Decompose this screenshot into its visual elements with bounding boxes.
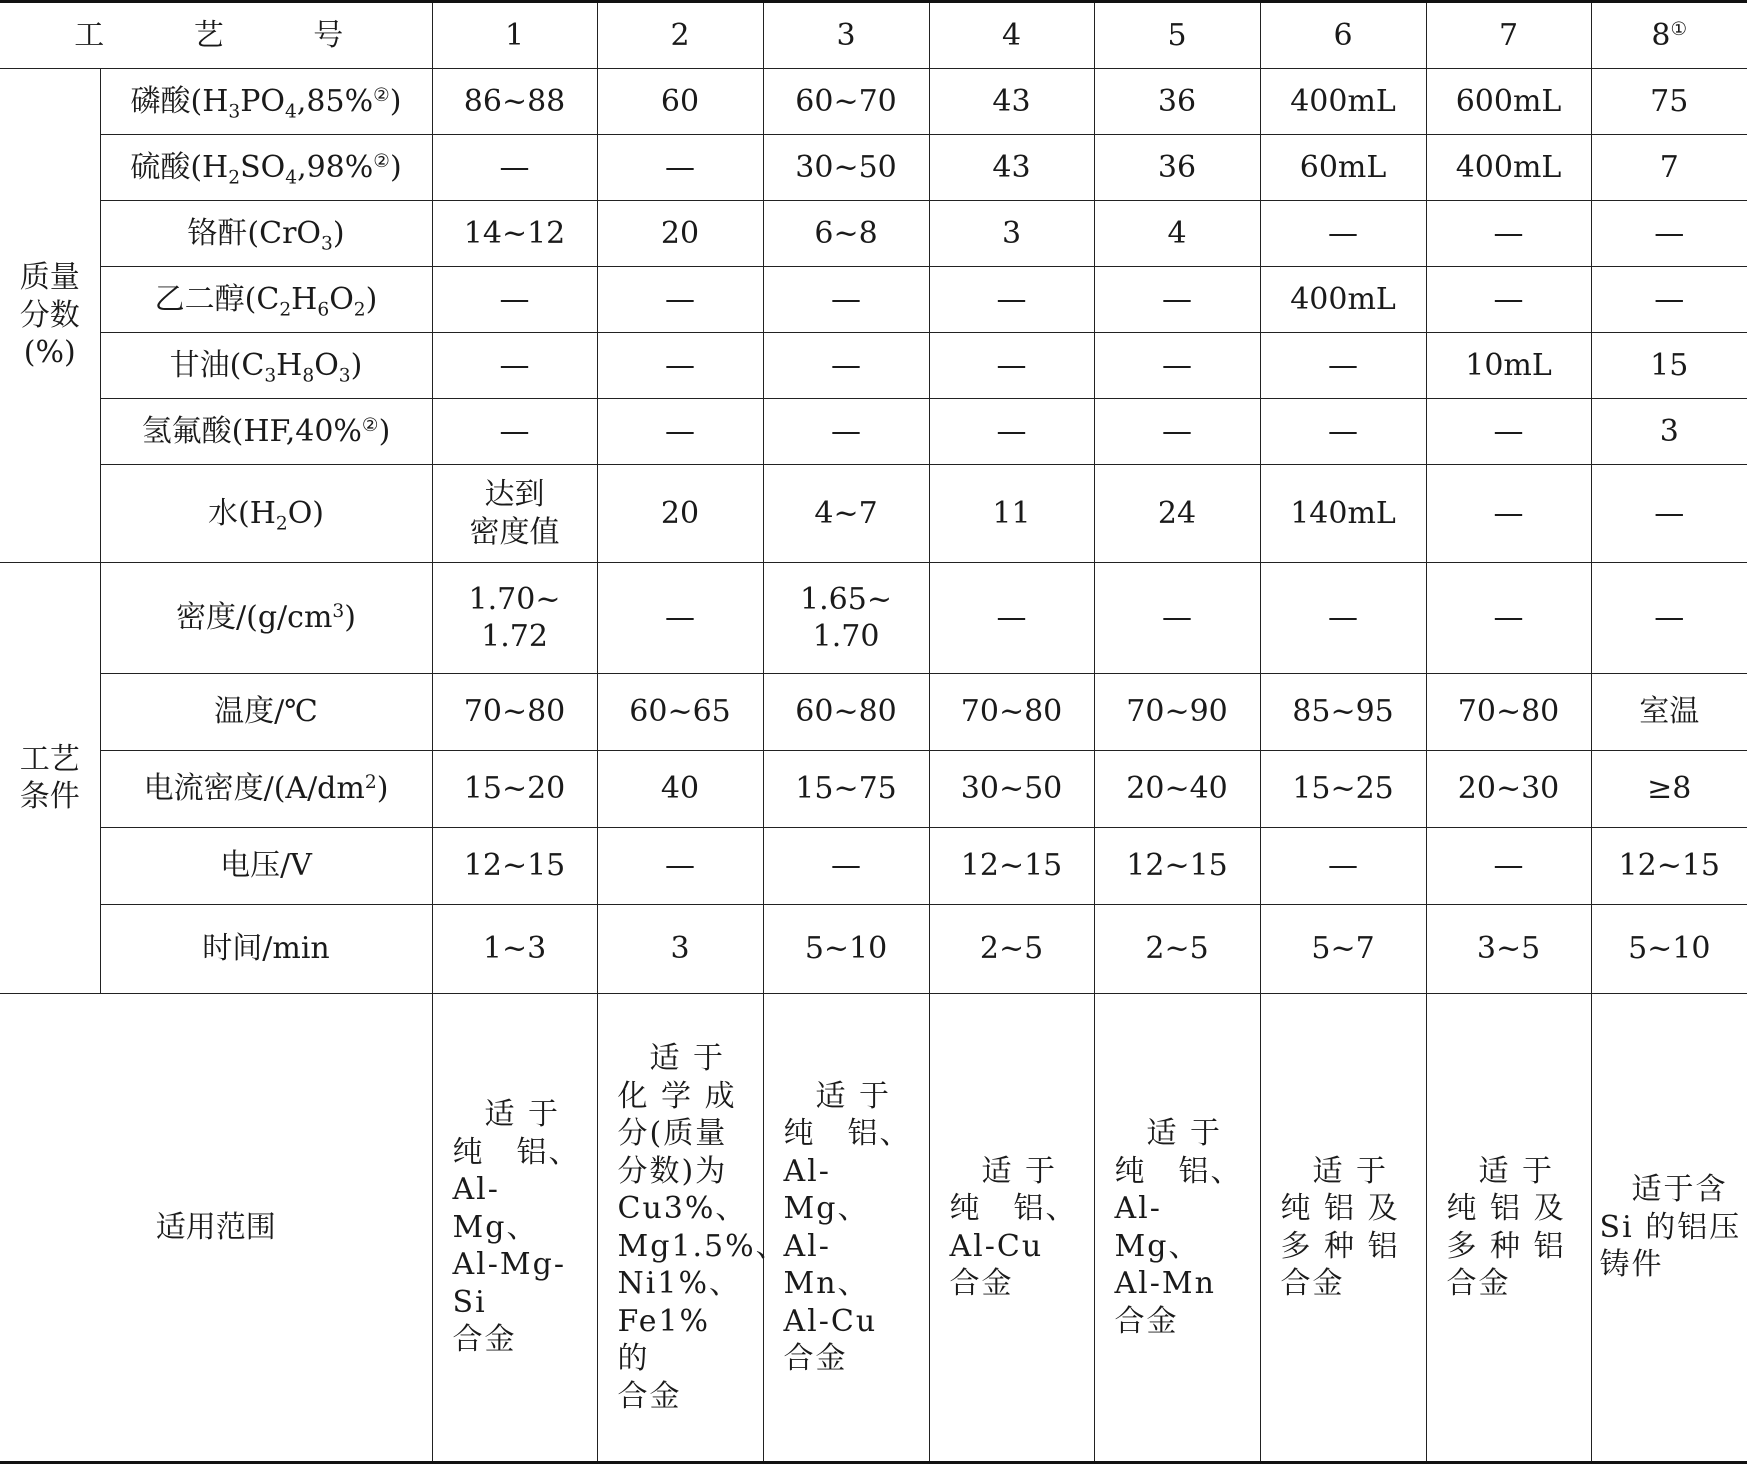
header-col-5: 5 bbox=[1094, 2, 1260, 69]
row-label: 硫酸$(H_2SO_4,98\%^②)$ bbox=[100, 135, 432, 201]
cell: 15~25 bbox=[1260, 751, 1426, 828]
row-label: 甘油$(C_3H_8O_3)$ bbox=[100, 333, 432, 399]
cell: 20 bbox=[597, 465, 763, 563]
cell: — bbox=[1094, 333, 1260, 399]
row-label: 密度$/(g/cm^3)$ bbox=[100, 563, 432, 674]
row-label: 水$(H_2O)$ bbox=[100, 465, 432, 563]
cell: — bbox=[1426, 465, 1591, 563]
cell: — bbox=[1094, 399, 1260, 465]
row-phosphoric-acid bbox=[0, 69, 1747, 135]
cell: 20 bbox=[597, 201, 763, 267]
cell: — bbox=[763, 333, 929, 399]
cell: 15~20 bbox=[432, 751, 597, 828]
cell: — bbox=[1260, 333, 1426, 399]
cell: 5~7 bbox=[1260, 905, 1426, 994]
header-col-1: 1 bbox=[432, 2, 597, 69]
cell: — bbox=[763, 267, 929, 333]
cell: — bbox=[1426, 267, 1591, 333]
cell: 3 bbox=[929, 201, 1094, 267]
cell: 400mL bbox=[1260, 267, 1426, 333]
header-process-number: 工 艺 号 bbox=[0, 2, 432, 69]
row-label: 磷酸$(H_3PO_4,85\%^②)$ bbox=[100, 69, 432, 135]
cell: — bbox=[1426, 399, 1591, 465]
row-label: 氢氟酸(HF,40%②) bbox=[100, 399, 432, 465]
cell: 400mL bbox=[1426, 135, 1591, 201]
cell: 6~8 bbox=[763, 201, 929, 267]
cell: 60~80 bbox=[763, 674, 929, 751]
cell: 75 bbox=[1591, 69, 1747, 135]
cell: 60~65 bbox=[597, 674, 763, 751]
header-col-2: 2 bbox=[597, 2, 763, 69]
cell: — bbox=[1591, 563, 1747, 674]
group-process-conditions: 工艺 条件 bbox=[0, 563, 100, 994]
cell: 3 bbox=[597, 905, 763, 994]
cell: — bbox=[1426, 201, 1591, 267]
cell: 400mL bbox=[1260, 69, 1426, 135]
cell: — bbox=[597, 333, 763, 399]
scope-cell: 适 于 纯 铝、 Al-Mg、 Al-Mn 合金 bbox=[1094, 994, 1260, 1463]
cell: — bbox=[1260, 563, 1426, 674]
header-col-7: 7 bbox=[1426, 2, 1591, 69]
cell: 70~80 bbox=[929, 674, 1094, 751]
row-scope bbox=[0, 994, 1747, 1463]
cell: ≥8 bbox=[1591, 751, 1747, 828]
cell: 3~5 bbox=[1426, 905, 1591, 994]
cell: — bbox=[597, 563, 763, 674]
cell: — bbox=[929, 399, 1094, 465]
cell: — bbox=[432, 399, 597, 465]
cell: — bbox=[1591, 201, 1747, 267]
cell: — bbox=[1426, 828, 1591, 905]
header-row bbox=[0, 2, 1747, 69]
cell: — bbox=[763, 399, 929, 465]
cell: 60mL bbox=[1260, 135, 1426, 201]
cell: 70~90 bbox=[1094, 674, 1260, 751]
cell: 3 bbox=[1591, 399, 1747, 465]
row-density bbox=[0, 563, 1747, 674]
row-temperature bbox=[0, 674, 1747, 751]
footnote-mark: ① bbox=[1670, 18, 1688, 40]
cell: — bbox=[1094, 563, 1260, 674]
cell: 12~15 bbox=[929, 828, 1094, 905]
cell: — bbox=[432, 267, 597, 333]
scope-cell: 适 于 纯 铝 及 多 种 铝 合金 bbox=[1260, 994, 1426, 1463]
cell: 20~40 bbox=[1094, 751, 1260, 828]
scope-cell: 适 于 纯 铝、 Al-Mg、 Al-Mn、 Al-Cu 合金 bbox=[763, 994, 929, 1463]
cell: 14~12 bbox=[432, 201, 597, 267]
row-water bbox=[0, 465, 1747, 563]
scope-cell: 适 于 化 学 成 分(质量 分数)为 Cu3%、 Mg1.5%、 Ni1%、 Fe1% 的 合金 bbox=[597, 994, 763, 1463]
cell: 43 bbox=[929, 69, 1094, 135]
cell: — bbox=[1591, 465, 1747, 563]
scope-cell: 适 于 纯 铝、 Al-Cu 合金 bbox=[929, 994, 1094, 1463]
row-time bbox=[0, 905, 1747, 994]
row-sulfuric-acid bbox=[0, 135, 1747, 201]
row-glycerol bbox=[0, 333, 1747, 399]
cell: 43 bbox=[929, 135, 1094, 201]
cell: — bbox=[929, 267, 1094, 333]
cell: 20~30 bbox=[1426, 751, 1591, 828]
cell: 60 bbox=[597, 69, 763, 135]
cell: 36 bbox=[1094, 69, 1260, 135]
cell: — bbox=[1426, 563, 1591, 674]
scope-cell: 适 于 纯 铝、 Al-Mg、 Al-Mg-Si 合金 bbox=[432, 994, 597, 1463]
cell: 40 bbox=[597, 751, 763, 828]
cell: 36 bbox=[1094, 135, 1260, 201]
cell: 2~5 bbox=[929, 905, 1094, 994]
cell: — bbox=[432, 135, 597, 201]
cell: — bbox=[432, 333, 597, 399]
row-current-density bbox=[0, 751, 1747, 828]
cell: — bbox=[929, 563, 1094, 674]
row-label: 时间/min bbox=[100, 905, 432, 994]
cell: 4~7 bbox=[763, 465, 929, 563]
cell: — bbox=[1260, 201, 1426, 267]
cell: 12~15 bbox=[1591, 828, 1747, 905]
cell: — bbox=[1094, 267, 1260, 333]
scope-label: 适用范围 bbox=[0, 994, 432, 1463]
row-label: 电流密度$/(A/dm^2)$ bbox=[100, 751, 432, 828]
cell: 60~70 bbox=[763, 69, 929, 135]
row-ethylene-glycol bbox=[0, 267, 1747, 333]
cell: — bbox=[929, 333, 1094, 399]
row-label: 乙二醇$(C_2H_6O_2)$ bbox=[100, 267, 432, 333]
cell: — bbox=[597, 267, 763, 333]
header-col-8: 8① bbox=[1591, 2, 1747, 69]
row-voltage bbox=[0, 828, 1747, 905]
cell: — bbox=[763, 828, 929, 905]
cell: 1~3 bbox=[432, 905, 597, 994]
cell: 70~80 bbox=[1426, 674, 1591, 751]
cell: — bbox=[1260, 828, 1426, 905]
cell: 70~80 bbox=[432, 674, 597, 751]
row-label: 铬酐(CrO$_3$) bbox=[100, 201, 432, 267]
cell: 30~50 bbox=[929, 751, 1094, 828]
cell: 2~5 bbox=[1094, 905, 1260, 994]
cell: — bbox=[1260, 399, 1426, 465]
cell: 12~15 bbox=[432, 828, 597, 905]
row-label: 电压/V bbox=[100, 828, 432, 905]
cell: — bbox=[1591, 267, 1747, 333]
header-col-3: 3 bbox=[763, 2, 929, 69]
cell: 15 bbox=[1591, 333, 1747, 399]
group-mass-fraction: 质量 分数 (%) bbox=[0, 69, 100, 563]
cell: 10mL bbox=[1426, 333, 1591, 399]
cell: 11 bbox=[929, 465, 1094, 563]
cell: 5~10 bbox=[1591, 905, 1747, 994]
cell: 5~10 bbox=[763, 905, 929, 994]
header-col-4: 4 bbox=[929, 2, 1094, 69]
cell: 1.65~ 1.70 bbox=[763, 563, 929, 674]
cell: — bbox=[597, 135, 763, 201]
header-col-6: 6 bbox=[1260, 2, 1426, 69]
cell: 24 bbox=[1094, 465, 1260, 563]
cell: — bbox=[597, 399, 763, 465]
cell: 7 bbox=[1591, 135, 1747, 201]
cell: 140mL bbox=[1260, 465, 1426, 563]
row-label: 温度/℃ bbox=[100, 674, 432, 751]
cell: 85~95 bbox=[1260, 674, 1426, 751]
cell: 86~88 bbox=[432, 69, 597, 135]
cell: 室温 bbox=[1591, 674, 1747, 751]
cell: 600mL bbox=[1426, 69, 1591, 135]
cell: — bbox=[597, 828, 763, 905]
scope-cell: 适于含 Si 的铝压 铸件 bbox=[1591, 994, 1747, 1463]
cell: 15~75 bbox=[763, 751, 929, 828]
cell: 1.70~ 1.72 bbox=[432, 563, 597, 674]
cell: 4 bbox=[1094, 201, 1260, 267]
cell: 12~15 bbox=[1094, 828, 1260, 905]
scope-cell: 适 于 纯 铝 及 多 种 铝 合金 bbox=[1426, 994, 1591, 1463]
row-chromic-anhydride bbox=[0, 201, 1747, 267]
row-hydrofluoric-acid bbox=[0, 399, 1747, 465]
cell: 30~50 bbox=[763, 135, 929, 201]
cell: 达到 密度值 bbox=[432, 465, 597, 563]
